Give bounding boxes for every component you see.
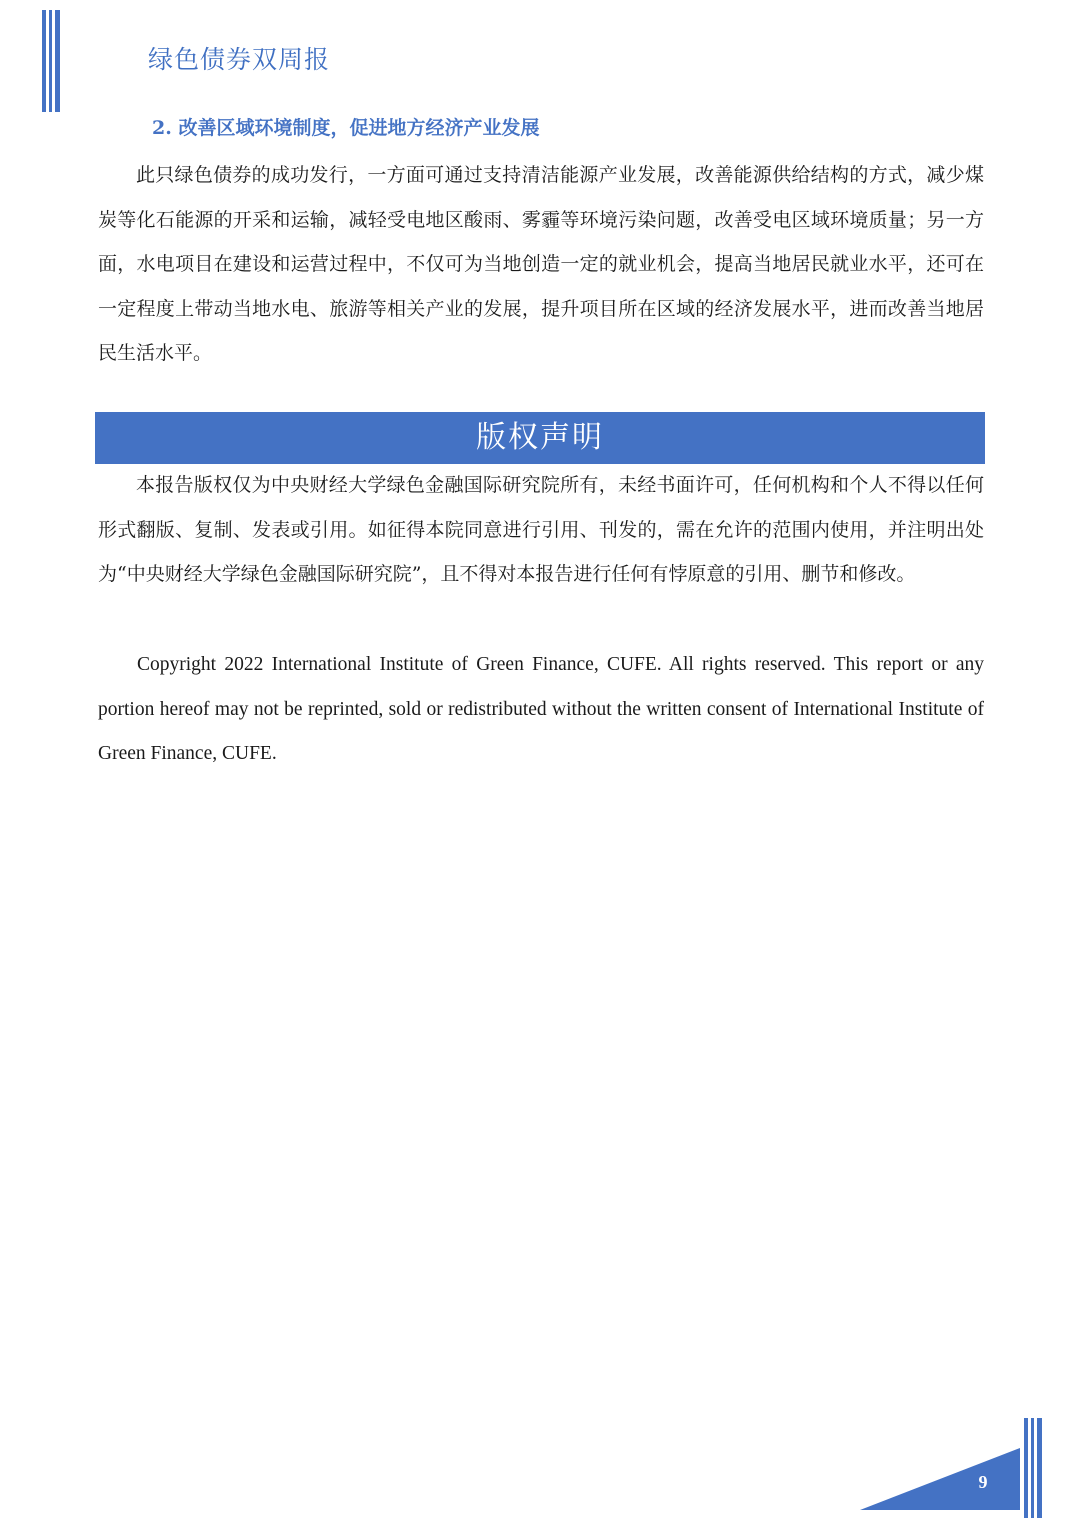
footer-decoration-bars bbox=[1024, 1418, 1046, 1518]
copyright-banner: 版权声明 bbox=[95, 412, 985, 464]
section-heading: 2. 改善区域环境制度，促进地方经济产业发展 bbox=[152, 117, 540, 139]
report-title: 绿色债券双周报 bbox=[148, 45, 331, 74]
copyright-paragraph-cn: 本报告版权仅为中央财经大学绿色金融国际研究院所有，未经书面许可，任何机构和个人不得以任何形式翻版、复制、发表或引用。如征得本院同意进行引用、刊发的，需在允许的范围内使用，并注明出处为“中央财经大学绿色金融国际研究院”，且不得对本报告进行任何有悖原意的引用、删节和修改。 bbox=[98, 474, 984, 585]
copyright-paragraph-en: Copyright 2022 International Institute of Green Finance, CUFE. All rights reserved. This report or any portion hereof may not be reprinted, sold or redistributed without the written consent of International Institute of Green Finance, CUFE. bbox=[98, 654, 984, 764]
page-number: 9 bbox=[978, 1472, 988, 1492]
section-paragraph: 此只绿色债券的成功发行，一方面可通过支持清洁能源产业发展，改善能源供给结构的方式，减少煤炭等化石能源的开采和运输，减轻受电地区酸雨、雾霾等环境污染问题，改善受电区域环境质量；另一方面，水电项目在建设和运营过程中，不仅可为当地创造一定的就业机会，提高当地居民就业水平，还可在一定程度上带动当地水电、旅游等相关产业的发展，提升项目所在区域的经济发展水平，进而改善当地居民生活水平。 bbox=[98, 164, 984, 364]
header-decoration-bars bbox=[42, 10, 62, 112]
